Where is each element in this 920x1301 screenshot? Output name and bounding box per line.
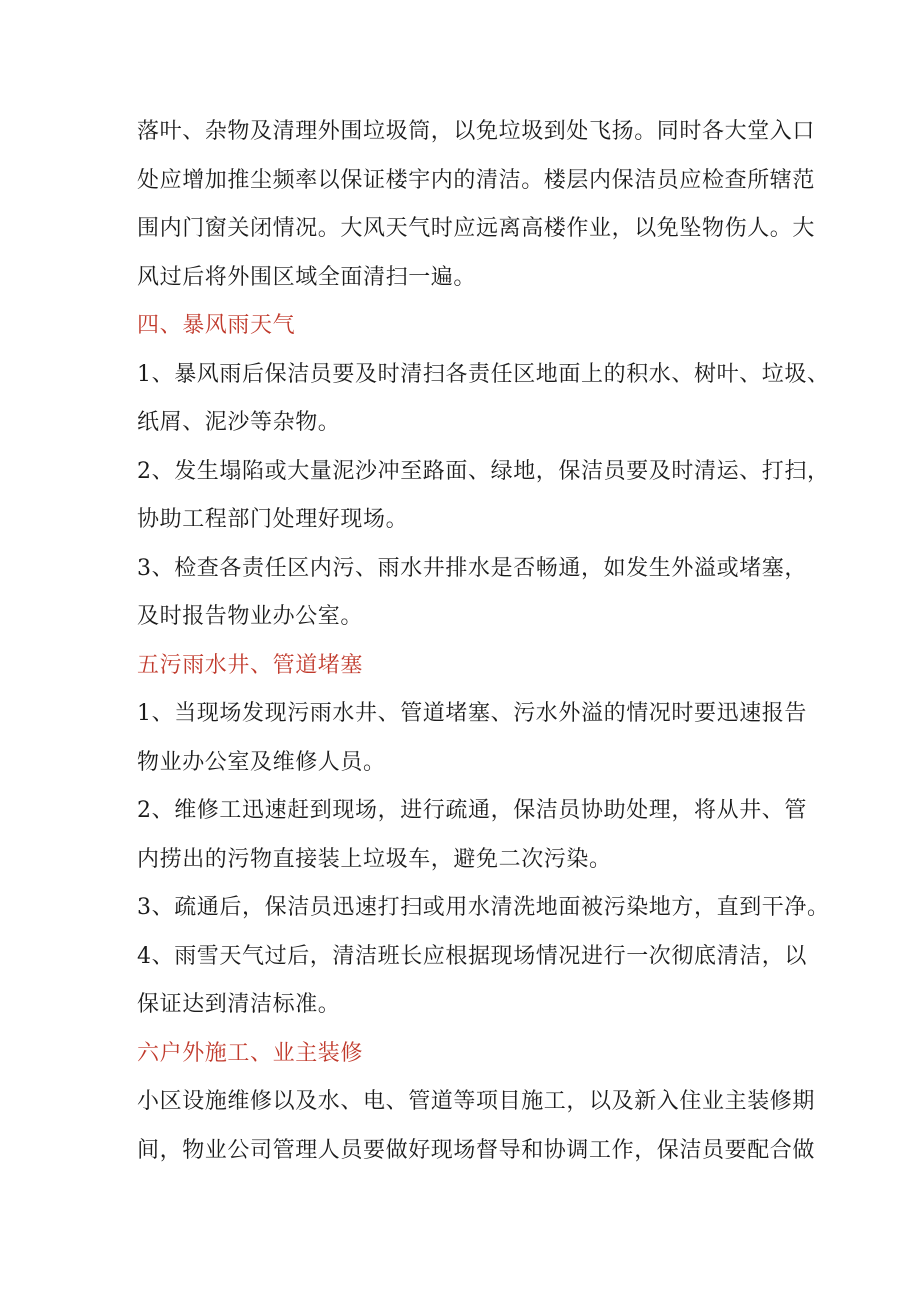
section-heading-storm: 四、暴风雨天气	[137, 313, 296, 338]
paragraph-line: 间，物业公司管理人员要做好现场督导和协调工作，保洁员要配合做	[137, 1137, 816, 1163]
list-item-line: 及时报告物业办公室。	[137, 604, 364, 629]
paragraph-line: 落叶、杂物及清理外围垃圾筒，以免垃圾到处飞扬。同时各大堂入口	[137, 119, 816, 144]
list-item-line: 2、维修工迅速赶到现场，进行疏通，保洁员协助处理，将从井、管	[137, 798, 807, 823]
list-item-line: 1、暴风雨后保洁员要及时清扫各责任区地面上的积水、树叶、垃圾、	[137, 361, 830, 387]
list-item-line: 物业办公室及维修人员。	[137, 749, 386, 775]
document-page	[137, 108, 830, 1175]
section-heading-construction: 六户外施工、业主装修	[137, 1040, 364, 1066]
list-item-line: 4、雨雪天气过后，清洁班长应根据现场情况进行一次彻底清洁，以	[137, 943, 807, 969]
section-heading-sewer: 五污雨水井、管道堵塞	[137, 652, 364, 678]
paragraph-line: 处应增加推尘频率以保证楼宇内的清洁。楼层内保洁员应检查所辖范	[137, 167, 816, 193]
paragraph-line: 小区设施维修以及水、电、管道等项目施工，以及新入住业主装修期	[137, 1089, 816, 1114]
list-item-line: 3、检查各责任区内污、雨水井排水是否畅通，如发生外溢或堵塞，	[137, 555, 807, 581]
list-item-line: 2、发生塌陷或大量泥沙冲至路面、绿地，保洁员要及时清运、打扫，	[137, 458, 830, 484]
list-item-line: 1、当现场发现污雨水井、管道堵塞、污水外溢的情况时要迅速报告	[137, 701, 807, 726]
list-item-line: 保证达到清洁标准。	[137, 992, 341, 1017]
list-item-line: 纸屑、泥沙等杂物。	[137, 410, 341, 435]
list-item-line: 协助工程部门处理好现场。	[137, 507, 409, 532]
list-item-line: 内捞出的污物直接装上垃圾车，避免二次污染。	[137, 846, 612, 872]
paragraph-line: 围内门窗关闭情况。大风天气时应远离高楼作业，以免坠物伤人。大	[137, 216, 816, 241]
list-item-line: 3、疏通后，保洁员迅速打扫或用水清洗地面被污染地方，直到干净。	[137, 895, 830, 920]
paragraph-line: 风过后将外围区域全面清扫一遍。	[137, 264, 477, 290]
